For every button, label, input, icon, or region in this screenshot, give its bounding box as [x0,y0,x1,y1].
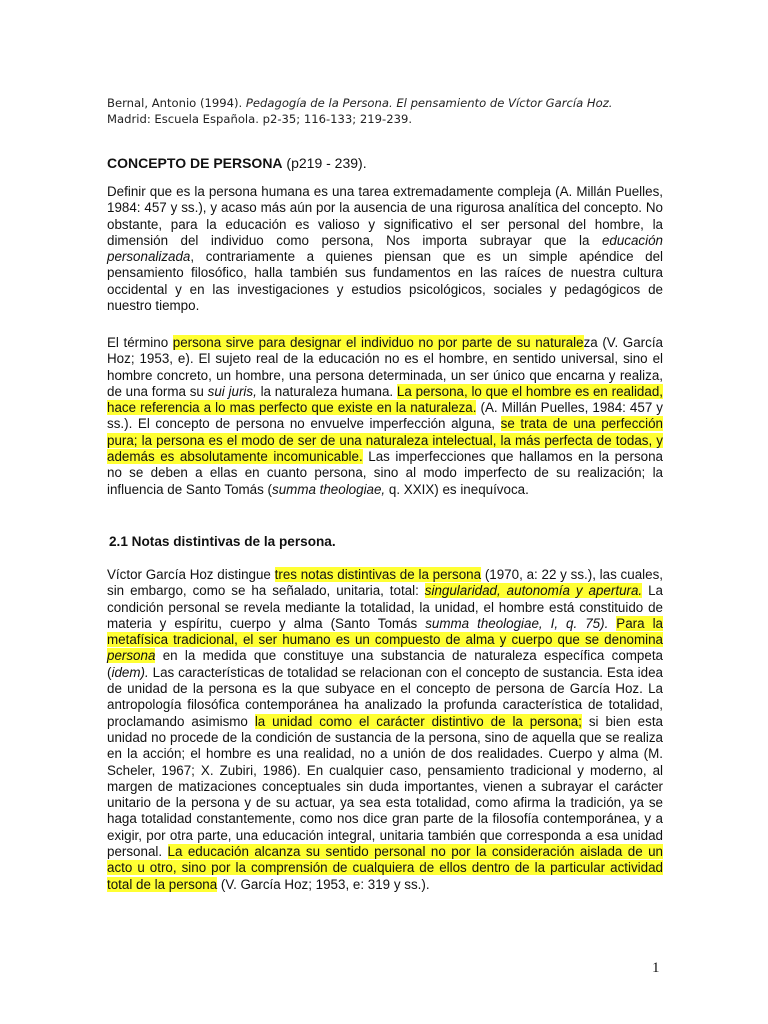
heading-pages: (p219 - 239). [282,155,367,171]
highlight: persona sirve para designar el individuo no por parte de su naturale [172,335,584,350]
text: (V. García Hoz; 1953, e: 319 y ss.). [217,876,430,892]
ref-title: Pedagogía de la Persona. El pensamiento de Víctor García Hoz. [245,96,613,110]
text: (A. Millán Puelles, 1984: 457 y ss.). El concepto de persona no envuelve imperfección alguna, [107,400,664,432]
heading-bold: CONCEPTO DE PERSONA [107,155,283,171]
text: Las imperfecciones que hallamos en la persona no se deben a ellas en cuanto persona, sino al modo imperfecto de su realización; la influencia de Santo Tomás ( [107,449,664,497]
highlight: persona [107,648,156,664]
highlight: La persona, lo que el hombre es en realidad, hace referencia a lo mas perfecto que existe en la naturaleza. [107,383,663,416]
ref-publisher: Madrid: Escuela Española. p2-35; 116-133; 219-239. [107,112,413,126]
paragraph-definition [107,184,663,314]
text: Definir que es la persona humana es una tarea extremadamente compleja (A. Millán Puelles, 1984: 457 y ss.), y acaso más aún por la ausencia de una rigurosa analítica del concepto. No obstante, para la educación es valioso y significativo el ser personal del hombre, la dimensión del individuo como persona, Nos importa subrayar que la [107,184,663,248]
text: Víctor García Hoz distingue [107,567,275,582]
text: (1970, a: 22 y ss.), las cuales, sin embargo, como se ha señalado, unitaria, total: [107,567,663,599]
section-heading [107,154,367,172]
subsection-heading: 2.1 Notas distintivas de la persona. [109,534,336,549]
italic-term: summa theologiae, I, q. 75). [425,615,609,631]
paragraph-termino [107,335,663,498]
text: El término [107,335,173,350]
italic-term: sui juris, [207,383,257,399]
text: si bien esta unidad no procede de la condición de sustancia de la persona, sino de aquella que se realiza en la acción; el hombre es una realidad, no a unión de dos realidades. Cuerpo y alma (M. Scheler, 1967; X. Zubiri, 1986). En cualquier caso, pensamiento tradicional y moderno, al margen de matizaciones conceptuales sin duda importantes, vienen a subrayar el carácter unitario de la persona y de su actuar, ya sea esta totalidad, como afirma la tradición, ya se haga totalidad constantemente, como nos dice gran parte de la filosofía contemporánea, y a exigir, por otra parte, una educación integral, unitaria también que corresponda a esa unidad personal. [107,713,663,860]
text: La condición personal se revela mediante la totalidad, la unidad, el hombre está constituido de materia y espíritu, cuerpo y alma (Santo Tomás [107,583,663,631]
text: za (V. García Hoz; 1953, e). El sujeto real de la educación no es el hombre, en sentido universal, sino el hombre concreto, un hombre, una persona determinada, un ser único que encarna y realiza, de una forma su [107,335,663,399]
italic-term: educación personalizada [107,232,663,265]
highlight: la unidad como el carácter distintivo de la persona; [254,713,582,729]
text: , contrariamente a quienes piensan que es un simple apéndice del pensamiento filosófico, halla también sus fundamentos en las raíces de nuestra cultura occidental y en las investigaciones y estudios psicológicos, sociales y pedagógicos de nuestro tiempo. [107,249,663,314]
highlight: Para la metafísica tradicional, el ser humano es un compuesto de alma y cuerpo que se denomina [107,615,663,648]
page-number: 1 [652,960,660,976]
text: en la medida que constituye una substancia de naturaleza específica competa ( [107,648,663,680]
highlight: tres notas distintivas de la persona [274,567,482,582]
italic-term: idem). [111,664,149,680]
text: q. XXIX) es inequívoca. [385,481,529,497]
highlight: se trata de una perfección pura; la persona es el modo de ser de una naturaleza intelectual, la más perfecta de todas, y además es absolutamente incomunicable. [107,416,663,465]
italic-term: summa theologiae, [272,481,386,497]
bibliographic-reference [107,95,677,127]
text: Las características de totalidad se relacionan con el concepto de sustancia. Esta idea de unidad de la persona es la que subyace en el concepto de persona de García Hoz. La antropología filosófica contemporánea ha analizado la profunda característica de totalidad, proclamando asimismo [107,664,663,729]
paragraph-notas [107,567,663,893]
highlight: singularidad, autonomía y apertura. [424,583,643,599]
ref-author: Bernal, Antonio (1994). [107,96,246,110]
text: la naturaleza humana. [256,383,397,399]
highlight: La educación alcanza su sentido personal no por la consideración aislada de un acto u otro, sino por la comprensión de cualquiera de ellos dentro de la particular actividad total de la persona [107,844,664,892]
